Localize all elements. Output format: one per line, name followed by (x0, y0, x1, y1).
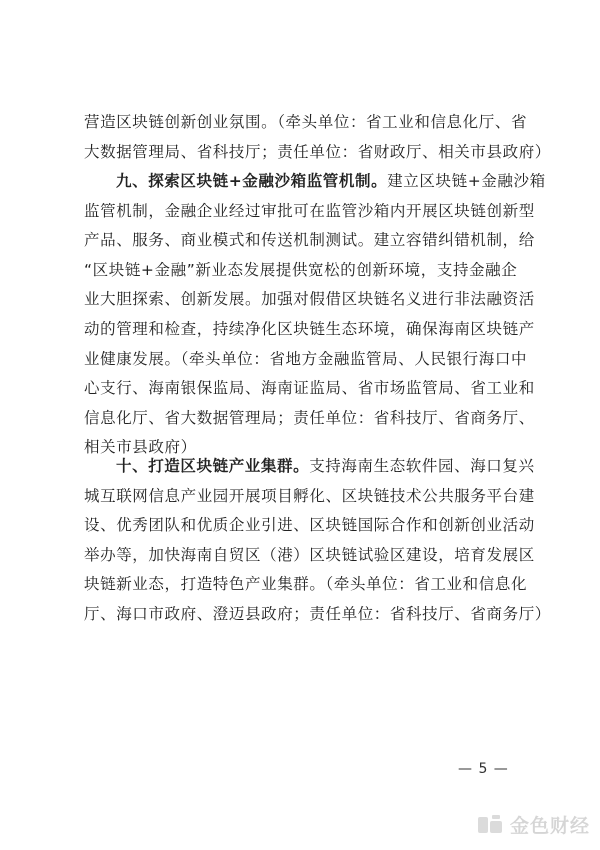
text-line: 动的管理和检查，持续净化区块链生态环境，确保海南区块链产 (84, 319, 535, 338)
text-line: 信息化厅、省大数据管理局；责任单位：省科技厅、省商务厅、 (84, 408, 535, 427)
text-line: 相关市县政府） (84, 438, 197, 457)
text-line: 厅、海口市政府、澄迈县政府；责任单位：省科技厅、省商务厅） (84, 604, 551, 623)
text-line: 设、优秀团队和优质企业引进、区块链国际合作和创新创业活动 (84, 516, 535, 535)
watermark-text: 金色财经 (509, 815, 590, 837)
text-line: 业健康发展。（牵头单位：省地方金融监管局、人民银行海口中 (84, 349, 528, 368)
section-nine-first-line (84, 167, 546, 197)
paragraph-section-ten (84, 452, 551, 630)
text-line: 块链新业态，打造特色产业集群。（牵头单位：省工业和信息化 (84, 575, 528, 594)
section-nine-heading: 九、探索区块链+金融沙箱监管机制。 (116, 172, 388, 190)
section-ten-heading: 十、打造区块链产业集群。 (116, 457, 310, 475)
text-line: 心支行、海南银保监局、海南证监局、省市场监管局、省工业和 (84, 379, 535, 398)
watermark (476, 811, 590, 838)
paragraph-intro (84, 108, 551, 167)
text-line: 监管机制，金融企业经过审批可在监管沙箱内开展区块链创新型 (84, 201, 535, 220)
text-line: 营造区块链创新创业氛围。（牵头单位：省工业和信息化厅、省 (84, 113, 528, 131)
section-ten-first-line-text: 支持海南生态软件园、海口复兴 (309, 457, 535, 475)
text-line: “区块链+金融”新业态发展提供宽松的创新环境，支持金融企 (84, 260, 518, 279)
text-line: 城互联网信息产业园开展项目孵化、区块链技术公共服务平台建 (84, 486, 535, 505)
text-line: 大数据管理局、省科技厅；责任单位：省财政厅、相关市县政府） (84, 142, 551, 161)
section-ten-first-line (84, 452, 535, 482)
text-line: 业大胆探索、创新发展。加强对假借区块链名义进行非法融资活 (84, 290, 535, 309)
text-line: 产品、服务、商业模式和传送机制测试。建立容错纠错机制，给 (84, 231, 535, 250)
watermark-logo-icon (476, 813, 504, 837)
section-nine-first-line-text: 建立区块链+金融沙箱 (387, 172, 546, 190)
page-number: — 5 — (458, 761, 509, 777)
paragraph-section-nine (84, 167, 546, 463)
text-line: 举办等，加快海南自贸区（港）区块链试验区建设，培育发展区 (84, 545, 535, 564)
